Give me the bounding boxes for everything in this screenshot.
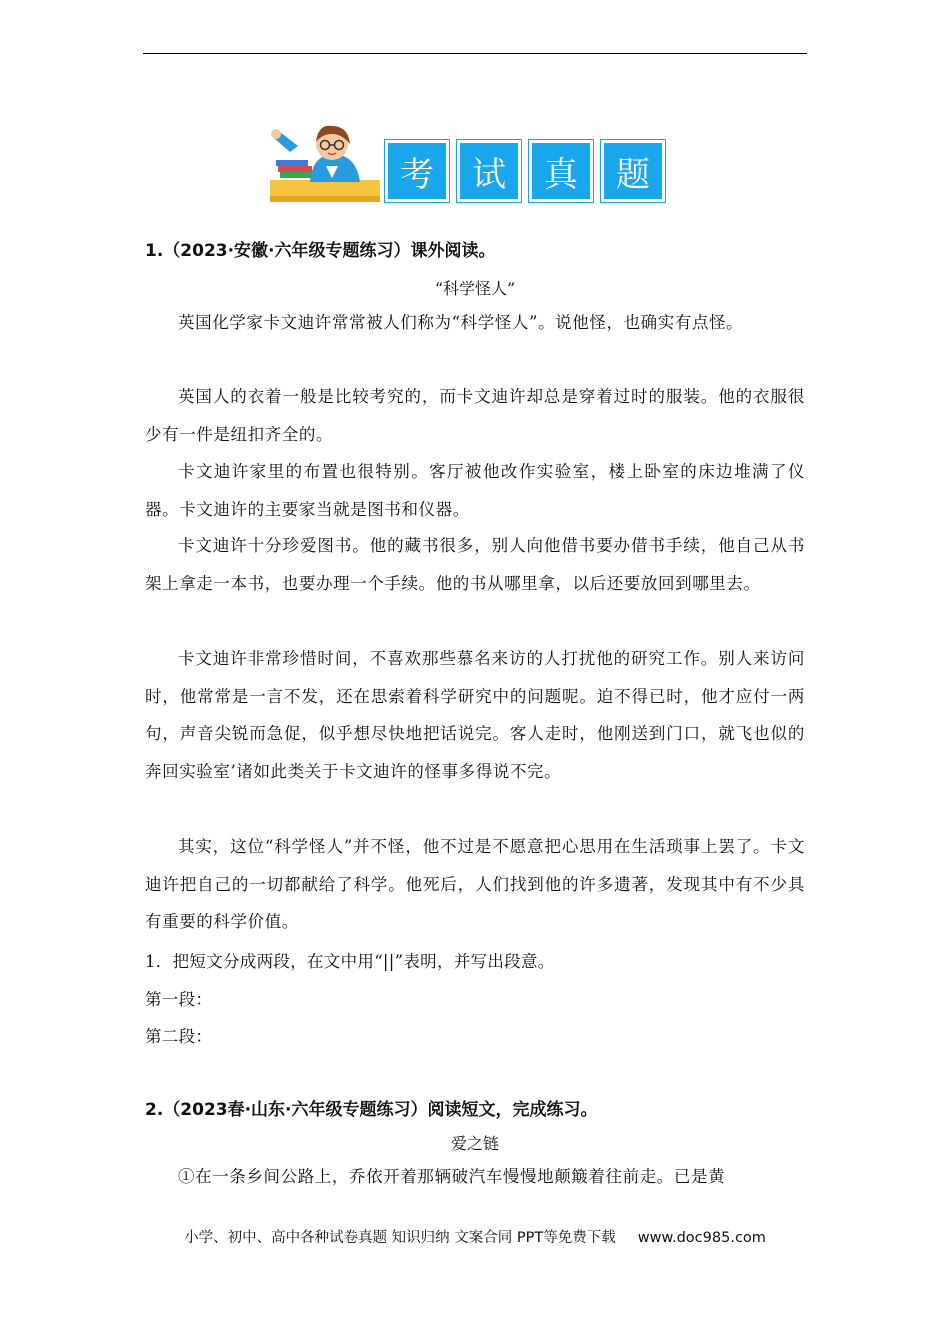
passage-1-paragraph: 卡文迪许非常珍惜时间，不喜欢那些慕名来访的人打扰他的研究工作。别人来访问时，他常常是一言不发，还在思索着科学研究中的问题呢。迫不得已时，他才应付一两句，声音尖锐而急促，似乎想尽快地把话说完。客人走时，他刚送到门口，就飞也似的奔回实验室’诸如此类关于卡文迪许的怪事多得说不完。	[145, 649, 805, 781]
banner-tile: 考	[385, 140, 449, 202]
passage-1-paragraph: 卡文迪许家里的布置也很特别。客厅被他改作实验室，楼上卧室的床边堆满了仪器。卡文迪许的主要家当就是图书和仪器。	[145, 462, 805, 519]
banner-tile: 真	[529, 140, 593, 202]
passage-1-paragraph: 卡文迪许十分珍爱图书。他的藏书很多，别人向他借书要办借书手续，他自己从书架上拿走一本书，也要办理一个手续。他的书从哪里拿，以后还要放回到哪里去。	[145, 536, 805, 593]
answer-label-second-section: 第二段：	[145, 1027, 213, 1046]
passage-1-paragraph: 其实，这位“科学怪人”并不怪，他不过是不愿意把心思用在生活琐事上罢了。卡文迪许把自己的一切都献给了科学。他死后，人们找到他的许多遗著，发现其中有不少具有重要的科学价值。	[145, 837, 805, 931]
exam-banner	[270, 122, 670, 206]
banner-tiles	[385, 140, 665, 202]
passage-1-paragraph: 英国人的衣着一般是比较考究的，而卡文迪许却总是穿着过时的服装。他的衣服很少有一件是纽扣齐全的。	[145, 387, 805, 444]
footer-url: www.doc985.com	[637, 1230, 766, 1246]
question-2-heading: 2.（2023春·山东·六年级专题练习）阅读短文，完成练习。	[145, 1100, 598, 1120]
passage-1-title: “科学怪人”	[434, 279, 516, 298]
banner-tile: 题	[601, 140, 665, 202]
question-1-heading: 1.（2023·安徽·六年级专题练习）课外阅读。	[145, 241, 496, 261]
page-footer	[0, 1226, 950, 1247]
passage-2-title: 爱之链	[450, 1134, 499, 1153]
answer-label-first-section: 第一段：	[145, 990, 213, 1009]
banner-tile: 试	[457, 140, 521, 202]
header-rule	[143, 53, 807, 54]
question-1-task: 1．把短文分成两段，在文中用“||”表明，并写出段意。	[145, 952, 555, 971]
passage-2-paragraph: ①在一条乡间公路上，乔依开着那辆破汽车慢慢地颠簸着往前走。已是黄	[178, 1167, 726, 1186]
footer-text: 小学、初中、高中各种试卷真题 知识归纳 文案合同 PPT等免费下载	[184, 1230, 616, 1246]
reading-girl-illustration	[270, 122, 380, 206]
passage-1-paragraph: 英国化学家卡文迪许常常被人们称为“科学怪人”。说他怪，也确实有点怪。	[178, 313, 744, 332]
